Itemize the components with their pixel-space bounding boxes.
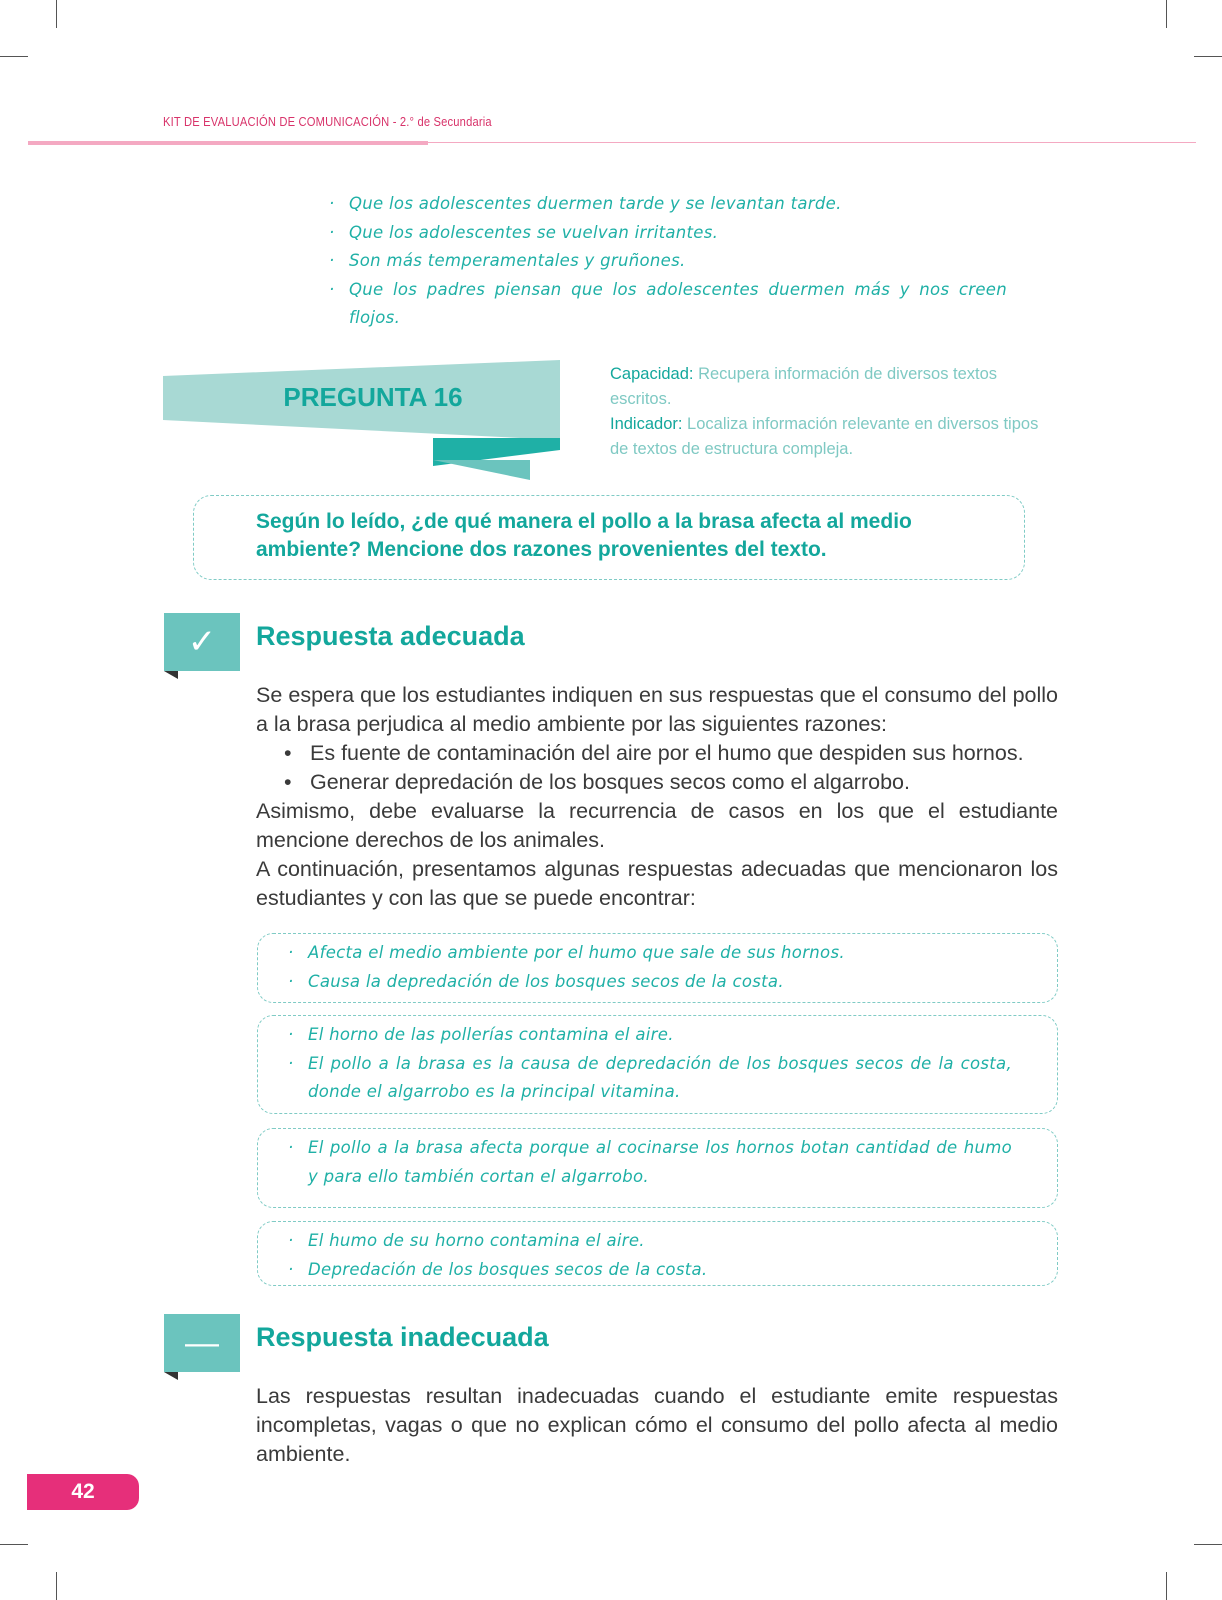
inadequate-body: [256, 1382, 1058, 1469]
list-item: · El horno de las pollerías contamina el aire.: [286, 1021, 1012, 1050]
list-item: · Son más temperamentales y gruñones.: [327, 247, 1007, 276]
capacity-text: Recupera información de diversos textos escritos.: [610, 365, 998, 408]
answer-box: [257, 1128, 1058, 1208]
tab-fold: [164, 1372, 178, 1380]
indicator-label: Indicador:: [610, 415, 683, 433]
list-item: · Que los adolescentes se vuelvan irritantes.: [327, 219, 1007, 248]
capacity-indicator: [610, 362, 1050, 462]
inadequate-tab: [164, 1314, 240, 1372]
tab-fold: [164, 671, 178, 679]
question-banner-ribbon: [163, 356, 563, 480]
list-item: · Afecta el medio ambiente por el humo que sale de sus hornos.: [286, 939, 1012, 968]
list-item: · Causa la depredación de los bosques secos de la costa.: [286, 968, 1012, 997]
student-answer-list: [327, 190, 1007, 333]
answer-box: [257, 1015, 1058, 1114]
inadequate-title: Respuesta inadecuada: [256, 1322, 549, 1352]
crop-mark: [1194, 56, 1222, 57]
capacity-label: Capacidad:: [610, 365, 694, 383]
running-header: KIT DE EVALUACIÓN DE COMUNICACIÓN - 2.° de Secundaria: [163, 114, 492, 129]
adequate-body: [256, 681, 1058, 913]
crop-mark: [1166, 0, 1167, 28]
answer-box: [257, 933, 1058, 1003]
answer-list: [286, 1227, 1012, 1284]
adequate-bullets: [256, 739, 1058, 797]
answer-list: [286, 1134, 1012, 1191]
adequate-tab: [164, 613, 240, 671]
inadequate-text: Las respuestas resultan inadecuadas cuando el estudiante emite respuestas incompletas, vagas o que no explican cómo el consumo del pollo afecta al medio ambiente.: [256, 1384, 1058, 1466]
adequate-intro: Se espera que los estudiantes indiquen en sus respuestas que el consumo del pollo a la brasa perjudica al medio ambiente por las siguientes razones:: [256, 683, 1058, 736]
list-item: · El pollo a la brasa es la causa de depredación de los bosques secos de la costa, donde el algarrobo es la principal vitamina.: [286, 1050, 1012, 1107]
crop-mark: [0, 1544, 28, 1545]
list-item: · Que los adolescentes duermen tarde y se levantan tarde.: [327, 190, 1007, 219]
minus-icon: —: [185, 1324, 219, 1362]
capacity-line: [610, 362, 1050, 412]
list-item: • Generar depredación de los bosques secos como el algarrobo.: [284, 768, 1058, 797]
header-rule-accent: [28, 141, 428, 145]
list-item: · El pollo a la brasa afecta porque al cocinarse los hornos botan cantidad de humo y para ello también cortan el algarrobo.: [286, 1134, 1012, 1191]
question-text: Según lo leído, ¿de qué manera el pollo a la brasa afecta al medio ambiente? Mencione dos razones provenientes del texto.: [256, 510, 912, 561]
answer-box: [257, 1221, 1058, 1286]
crop-mark: [56, 1572, 57, 1600]
check-icon: ✓: [187, 623, 217, 661]
list-item: · El humo de su horno contamina el aire.: [286, 1227, 1012, 1256]
crop-mark: [0, 56, 28, 57]
list-item: • Es fuente de contaminación del aire por el humo que despiden sus hornos.: [284, 739, 1058, 768]
list-item: · Que los padres piensan que los adolescentes duermen más y nos creen flojos.: [327, 276, 1007, 333]
crop-mark: [1194, 1544, 1222, 1545]
page-number: 42: [71, 1480, 95, 1503]
adequate-title: Respuesta adecuada: [256, 621, 525, 651]
adequate-para3: A continuación, presentamos algunas respuestas adecuadas que mencionaron los estudiantes y con las que se puede encontrar:: [256, 857, 1058, 910]
adequate-para2: Asimismo, debe evaluarse la recurrencia de casos en los que el estudiante mencione derechos de los animales.: [256, 799, 1058, 852]
crop-mark: [56, 0, 57, 28]
indicator-text: Localiza información relevante en diversos tipos de textos de estructura compleja.: [610, 415, 1039, 458]
answer-list: [286, 1021, 1012, 1107]
indicator-line: [610, 412, 1050, 462]
answer-list: [286, 939, 1012, 996]
crop-mark: [1166, 1572, 1167, 1600]
list-item: · Depredación de los bosques secos de la costa.: [286, 1256, 1012, 1285]
question-number: PREGUNTA 16: [283, 382, 463, 412]
